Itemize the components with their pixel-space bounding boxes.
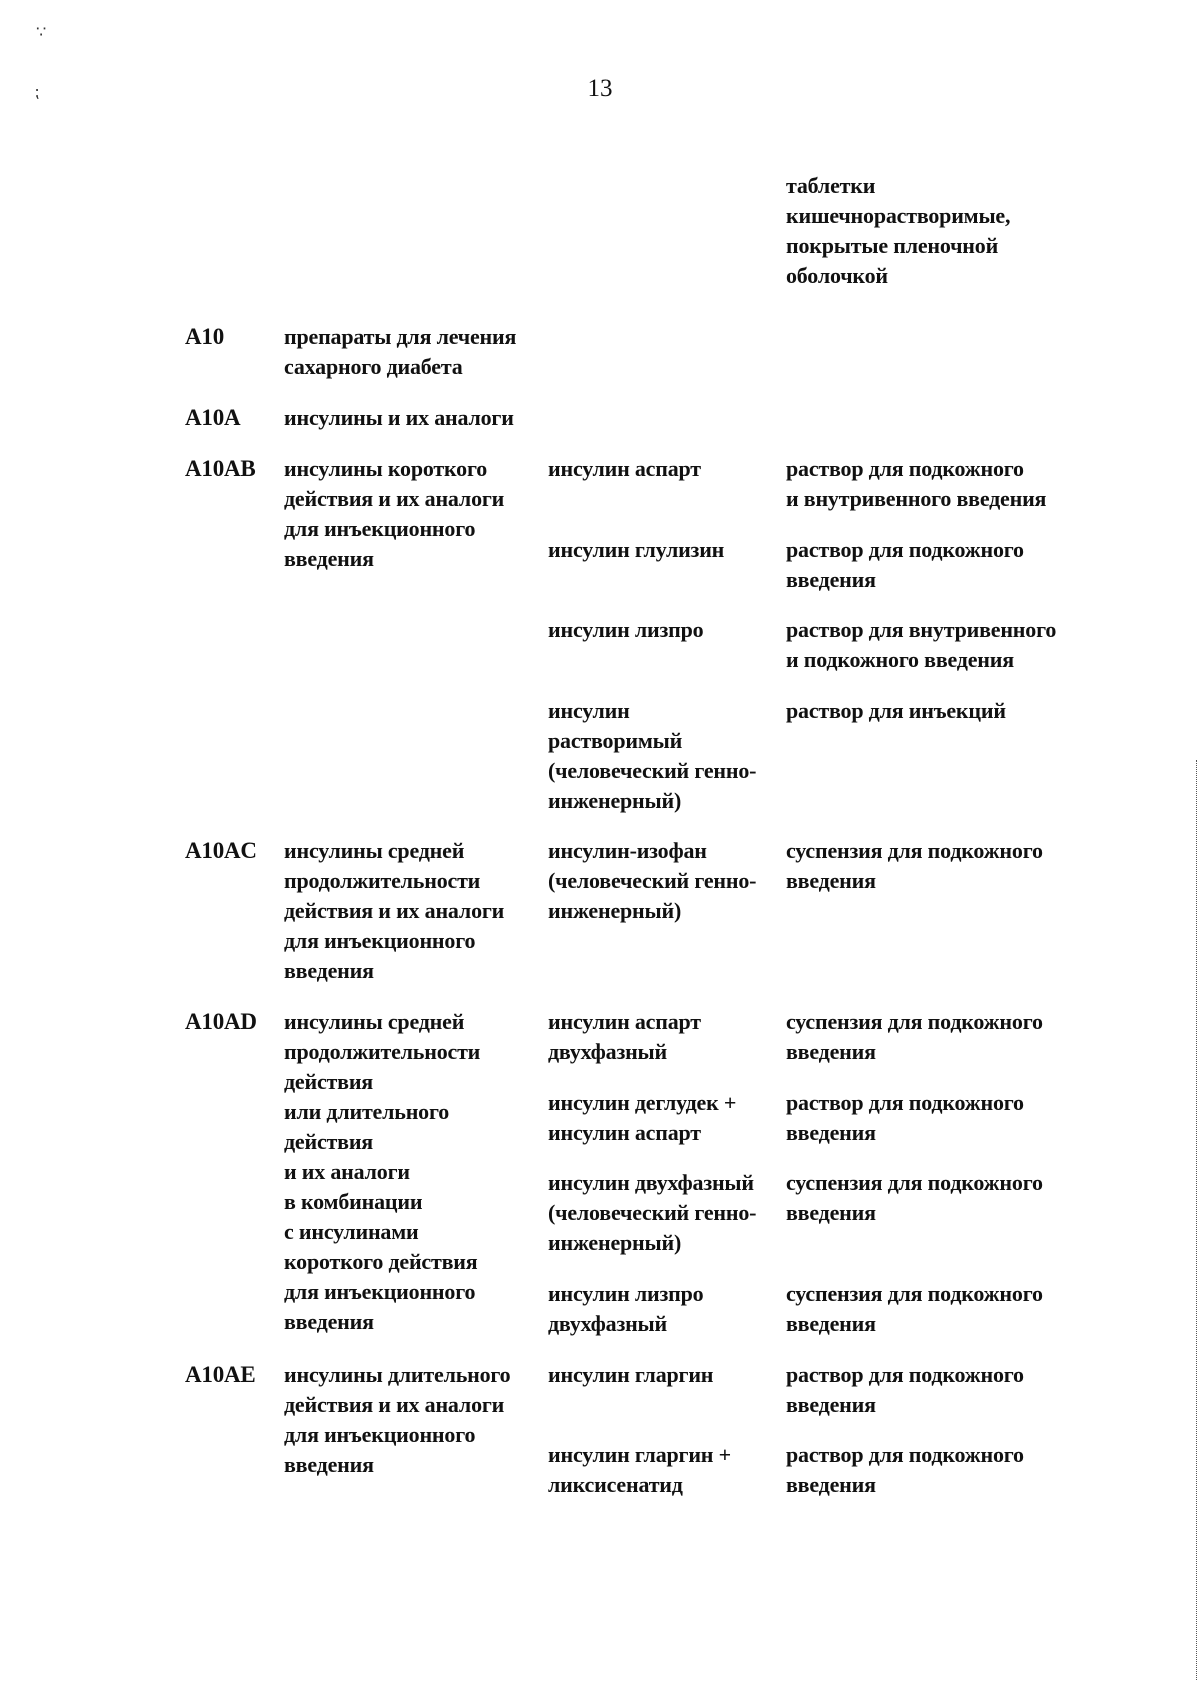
text-line: и подкожного введения [786, 647, 1014, 672]
text-line: кишечнорастворимые, [786, 203, 1011, 228]
drug-name [548, 1360, 778, 1390]
text-line: суспензия для подкожного [786, 838, 1043, 863]
text-line: суспензия для подкожного [786, 1009, 1043, 1034]
atc-group-name [284, 836, 539, 986]
text-line: для инъекционного [284, 516, 476, 541]
text-line: препараты для лечения [284, 324, 517, 349]
dosage-form [786, 696, 1086, 726]
atc-group-name [284, 454, 539, 574]
text-line: раствор для подкожного [786, 1090, 1024, 1115]
dosage-form [786, 1168, 1086, 1228]
text-line: введения [786, 1392, 876, 1417]
dosage-form [786, 836, 1086, 896]
dosage-form [786, 615, 1086, 675]
text-line: инсулины средней [284, 838, 465, 863]
text-line: инсулины и их аналоги [284, 405, 514, 430]
text-line: покрытые пленочной [786, 233, 999, 258]
text-line: инсулины короткого [284, 456, 488, 481]
text-line: введения [786, 567, 876, 592]
text-line: оболочкой [786, 263, 888, 288]
text-line: суспензия для подкожного [786, 1281, 1043, 1306]
drug-name [548, 454, 778, 484]
text-line: таблетки [786, 173, 876, 198]
text-line: введения [284, 1309, 374, 1334]
drug-name [548, 836, 778, 926]
text-line: ликсисенатид [548, 1472, 683, 1497]
text-line: для инъекционного [284, 928, 476, 953]
dosage-form [786, 1088, 1086, 1148]
text-line: инсулин гларгин [548, 1362, 714, 1387]
drug-name [548, 535, 778, 565]
text-line: введения [786, 1472, 876, 1497]
text-line: суспензия для подкожного [786, 1170, 1043, 1195]
text-line: инсулин аспарт [548, 1120, 701, 1145]
atc-group-name [284, 1007, 539, 1337]
text-line: раствор для подкожного [786, 537, 1024, 562]
text-line: для инъекционного [284, 1422, 476, 1447]
scan-speck-mark: ⁏ [34, 82, 40, 101]
text-line: в комбинации [284, 1189, 423, 1214]
atc-code: A10AD [185, 1009, 257, 1034]
text-line: короткого действия [284, 1249, 478, 1274]
text-line: введения [786, 1311, 876, 1336]
drug-name [548, 696, 778, 816]
text-line: инсулины длительного [284, 1362, 511, 1387]
text-line: для инъекционного [284, 1279, 476, 1304]
text-line: инженерный) [548, 788, 682, 813]
text-line: растворимый [548, 728, 683, 753]
drug-name [548, 1007, 778, 1067]
dosage-form [786, 454, 1086, 514]
text-line: продолжительности [284, 868, 481, 893]
text-line: или длительного [284, 1099, 450, 1124]
text-line: продолжительности [284, 1039, 481, 1064]
text-line: введения [786, 1200, 876, 1225]
text-line: двухфазный [548, 1039, 668, 1064]
drug-name [548, 1088, 778, 1148]
text-line: с инсулинами [284, 1219, 419, 1244]
text-line: введения [284, 958, 374, 983]
text-line: (человеческий генно- [548, 1200, 757, 1225]
text-line: инсулин деглудек + [548, 1090, 737, 1115]
text-line: инсулин аспарт [548, 456, 701, 481]
text-line: введения [786, 1039, 876, 1064]
dosage-form [786, 1360, 1086, 1420]
text-line: инсулин двухфазный [548, 1170, 754, 1195]
text-line: раствор для подкожного [786, 1442, 1024, 1467]
atc-code: A10 [185, 324, 225, 349]
page-number: 13 [587, 75, 613, 102]
scan-speck-mark: ∵ [36, 22, 47, 41]
text-line: инсулин гларгин + [548, 1442, 731, 1467]
text-line: действия [284, 1129, 373, 1154]
text-line: инсулин лизпро [548, 617, 704, 642]
text-line: и внутривенного введения [786, 486, 1047, 511]
drug-name [548, 1168, 778, 1258]
text-line: введения [284, 1452, 374, 1477]
text-line: действия и их аналоги [284, 898, 505, 923]
dosage-form [786, 1007, 1086, 1067]
text-line: и их аналоги [284, 1159, 410, 1184]
text-line: сахарного диабета [284, 354, 463, 379]
text-line: инсулин аспарт [548, 1009, 701, 1034]
atc-code: A10AC [185, 838, 257, 863]
text-line: инсулин-изофан [548, 838, 707, 863]
drug-name [548, 1440, 778, 1500]
atc-code: A10AE [185, 1362, 256, 1387]
dosage-form [786, 1279, 1086, 1339]
text-line: действия [284, 1069, 373, 1094]
text-line: инсулин лизпро [548, 1281, 704, 1306]
atc-group-name [284, 1360, 539, 1480]
scan-edge-line [1196, 760, 1198, 1680]
text-line: раствор для подкожного [786, 1362, 1024, 1387]
text-line: раствор для подкожного [786, 456, 1024, 481]
drug-name [548, 615, 778, 645]
text-line: инсулин глулизин [548, 537, 725, 562]
text-line: инсулины средней [284, 1009, 465, 1034]
text-line: действия и их аналоги [284, 486, 505, 511]
text-line: введения [786, 1120, 876, 1145]
text-line: введения [284, 546, 374, 571]
drug-name [548, 1279, 778, 1339]
text-line: действия и их аналоги [284, 1392, 505, 1417]
dosage-form [786, 1440, 1086, 1500]
text-line: инсулин [548, 698, 630, 723]
text-line: (человеческий генно- [548, 758, 757, 783]
text-line: инженерный) [548, 1230, 682, 1255]
text-line: раствор для внутривенного [786, 617, 1057, 642]
text-line: двухфазный [548, 1311, 668, 1336]
dosage-form-continued [786, 171, 1086, 291]
atc-group-name [284, 322, 539, 382]
atc-code: A10AB [185, 456, 256, 481]
text-line: введения [786, 868, 876, 893]
atc-code: A10A [185, 405, 241, 430]
text-line: раствор для инъекций [786, 698, 1006, 723]
dosage-form [786, 535, 1086, 595]
text-line: (человеческий генно- [548, 868, 757, 893]
text-line: инженерный) [548, 898, 682, 923]
atc-group-name [284, 403, 539, 433]
